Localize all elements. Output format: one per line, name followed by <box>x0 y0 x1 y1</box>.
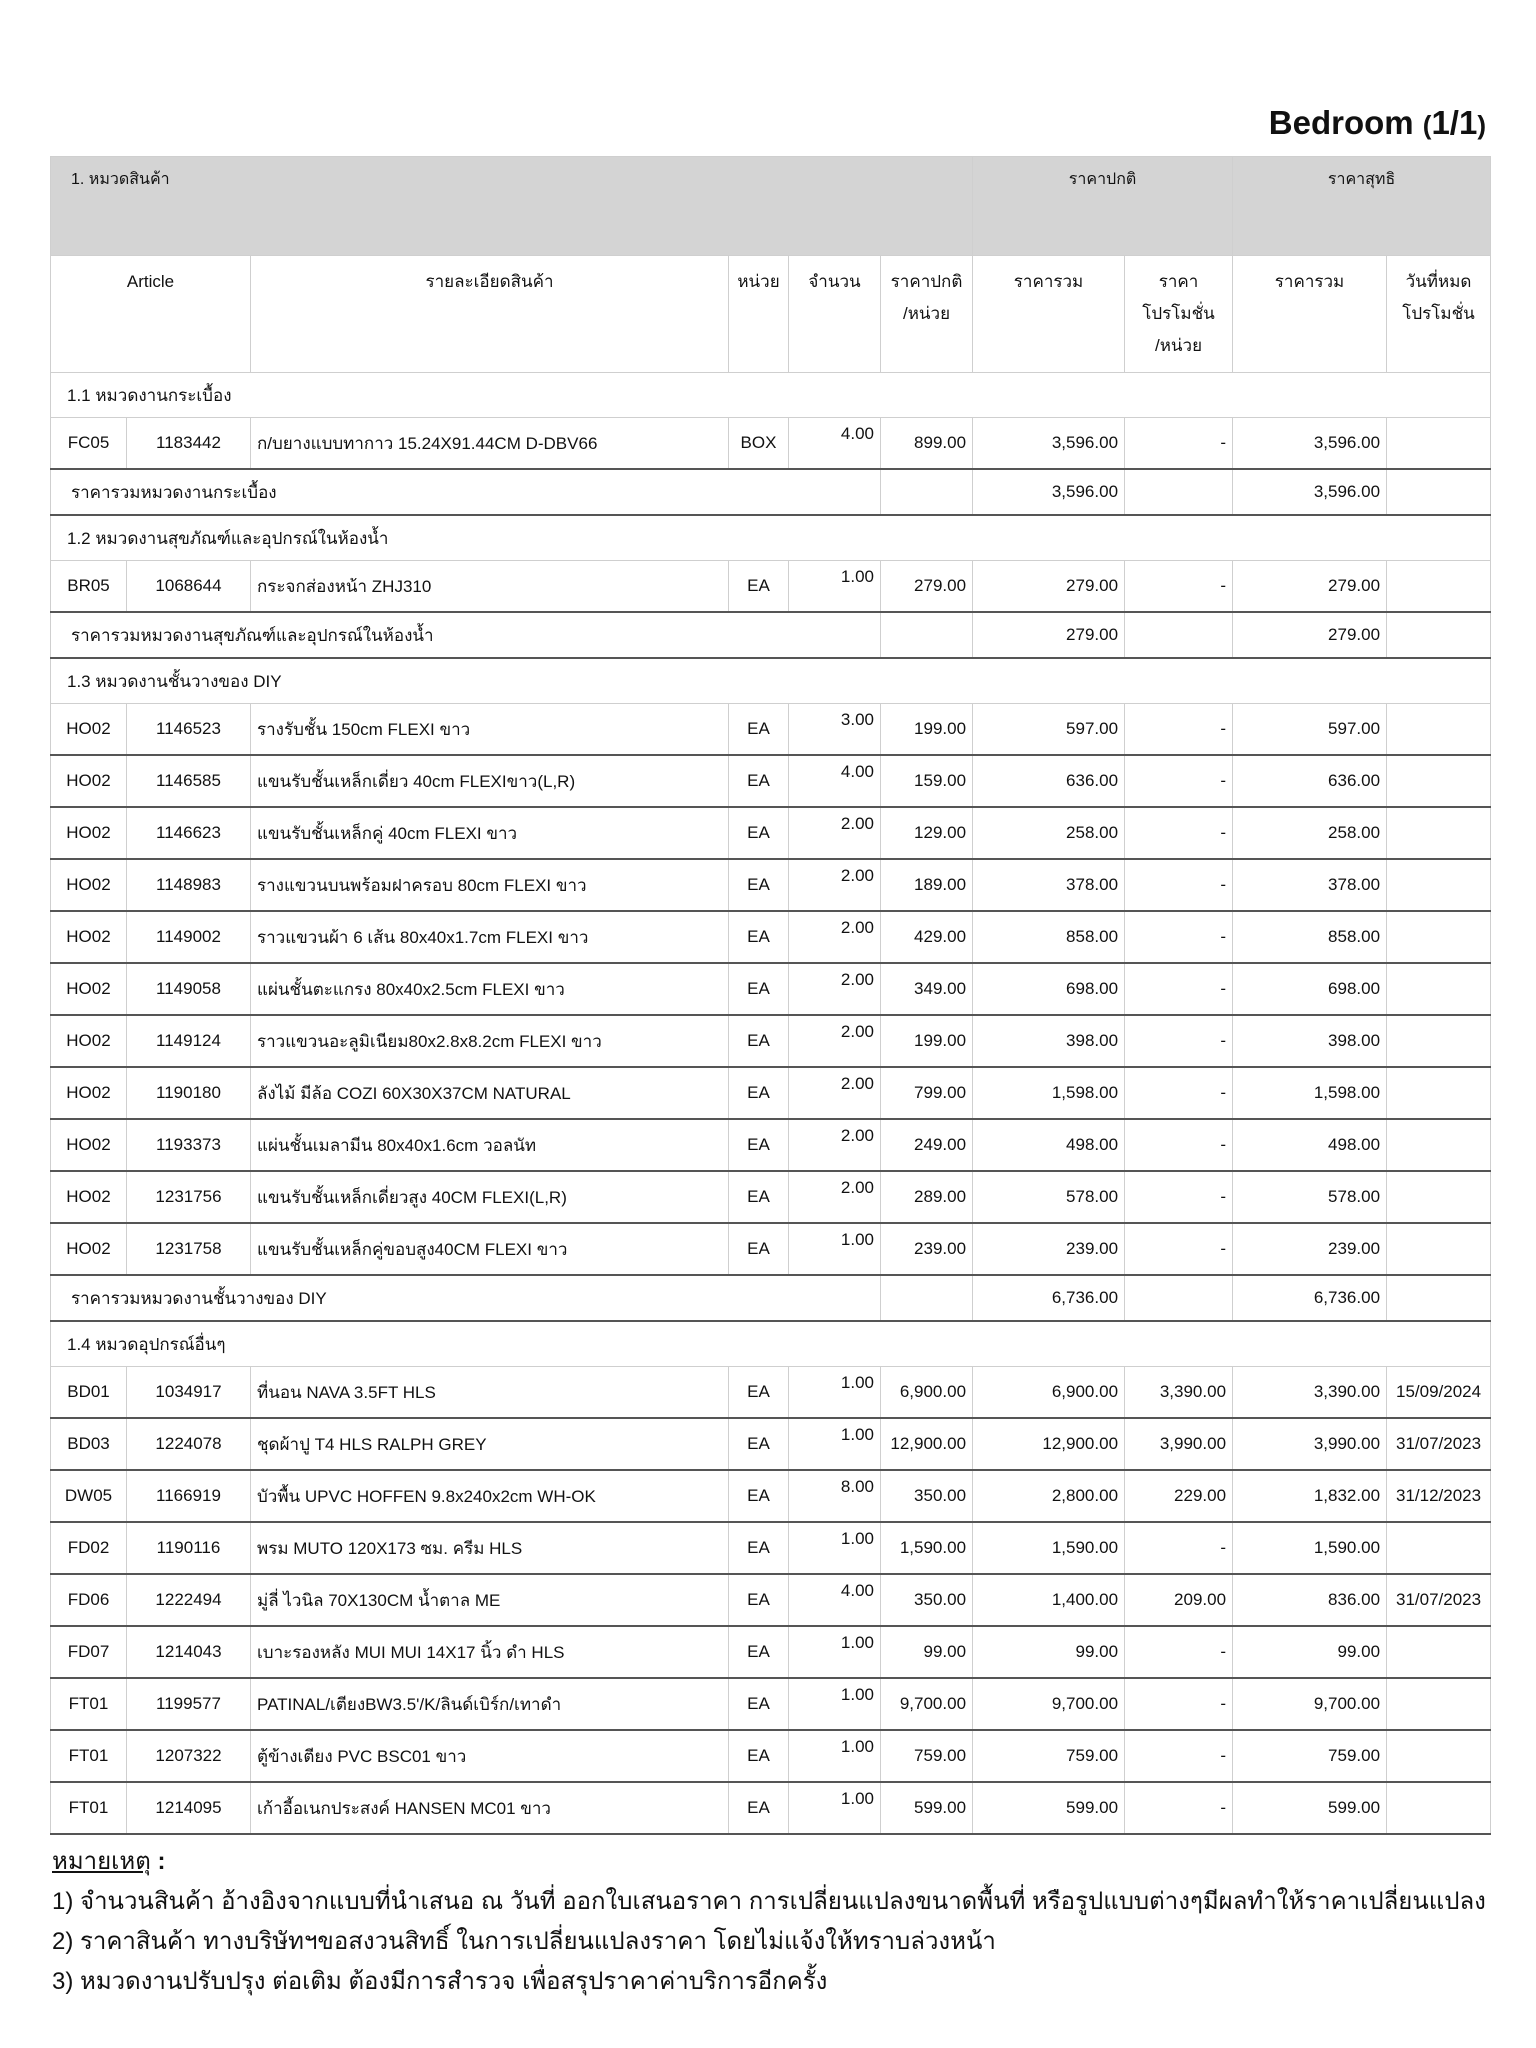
item-promo-expiry: 15/09/2024 <box>1387 1367 1491 1419</box>
item-promo-expiry <box>1387 1626 1491 1678</box>
category-header-row <box>51 157 1491 256</box>
item-unit: EA <box>729 1574 789 1626</box>
item-qty: 1.00 <box>789 1782 881 1834</box>
item-description: รางแขวนบนพร้อมฝาครอบ 80cm FLEXI ขาว <box>251 859 729 911</box>
item-promo-expiry <box>1387 1223 1491 1275</box>
item-code: BD01 <box>51 1367 127 1419</box>
item-article: 1149124 <box>127 1015 251 1067</box>
item-unit: EA <box>729 755 789 807</box>
item-unit-price: 899.00 <box>881 418 973 470</box>
item-description: บัวพื้น UPVC HOFFEN 9.8x240x2cm WH-OK <box>251 1470 729 1522</box>
item-total: 398.00 <box>973 1015 1125 1067</box>
item-code: FD07 <box>51 1626 127 1678</box>
item-net-total: 1,590.00 <box>1233 1522 1387 1574</box>
item-unit: EA <box>729 1067 789 1119</box>
item-description: แขนรับชั้นเหล็กเดี่ยวสูง 40CM FLEXI(L,R) <box>251 1171 729 1223</box>
item-net-total: 9,700.00 <box>1233 1678 1387 1730</box>
item-unit: EA <box>729 1522 789 1574</box>
note-line: 1) จำนวนสินค้า อ้างอิงจากแบบที่นำเสนอ ณ วันที่ ออกใบเสนอราคา การเปลี่ยนแปลงขนาดพื้นที่ หรือรูปแบบต่างๆมีผลทำให้ราคาเปลี่ยนแปลง <box>52 1888 1486 1915</box>
item-description: พรม MUTO 120X173 ซม. ครีม HLS <box>251 1522 729 1574</box>
item-description: แขนรับชั้นเหล็กเดี่ยว 40cm FLEXIขาว(L,R) <box>251 755 729 807</box>
item-article: 1068644 <box>127 561 251 613</box>
item-unit-price: 199.00 <box>881 704 973 756</box>
item-promo-price: - <box>1125 1067 1233 1119</box>
item-unit: EA <box>729 1626 789 1678</box>
normal-price-header: ราคาปกติ <box>973 157 1233 256</box>
item-promo-price: - <box>1125 911 1233 963</box>
item-description: ก/บยางแบบทากาว 15.24X91.44CM D-DBV66 <box>251 418 729 470</box>
item-promo-expiry <box>1387 1119 1491 1171</box>
item-net-total: 1,832.00 <box>1233 1470 1387 1522</box>
subtotal-label: ราคารวมหมวดงานกระเบื้อง <box>51 469 881 515</box>
item-code: HO02 <box>51 1223 127 1275</box>
item-article: 1193373 <box>127 1119 251 1171</box>
item-promo-price: - <box>1125 418 1233 470</box>
item-qty: 2.00 <box>789 1119 881 1171</box>
item-total: 279.00 <box>973 561 1125 613</box>
item-code: HO02 <box>51 963 127 1015</box>
item-article: 1190180 <box>127 1067 251 1119</box>
table-row <box>51 704 1491 756</box>
empty-cell <box>1387 1275 1491 1321</box>
item-net-total: 858.00 <box>1233 911 1387 963</box>
empty-cell <box>1125 469 1233 515</box>
item-net-total: 578.00 <box>1233 1171 1387 1223</box>
item-qty: 2.00 <box>789 859 881 911</box>
item-unit: EA <box>729 1782 789 1834</box>
subtotal-row <box>51 469 1491 515</box>
item-article: 1214043 <box>127 1626 251 1678</box>
net-price-header: ราคาสุทธิ <box>1233 157 1491 256</box>
item-total: 3,596.00 <box>973 418 1125 470</box>
item-total: 378.00 <box>973 859 1125 911</box>
item-code: BD03 <box>51 1418 127 1470</box>
table-row <box>51 963 1491 1015</box>
item-code: DW05 <box>51 1470 127 1522</box>
item-unit-price: 189.00 <box>881 859 973 911</box>
item-unit-price: 289.00 <box>881 1171 973 1223</box>
table-row <box>51 1522 1491 1574</box>
item-total: 2,800.00 <box>973 1470 1125 1522</box>
item-code: HO02 <box>51 755 127 807</box>
item-net-total: 279.00 <box>1233 561 1387 613</box>
group-name: 1.4 หมวดอุปกรณ์อื่นๆ <box>51 1321 1491 1367</box>
group-header-row <box>51 658 1491 704</box>
subtotal-label: ราคารวมหมวดงานสุขภัณฑ์และอุปกรณ์ในห้องน้ำ <box>51 612 881 658</box>
item-qty: 2.00 <box>789 963 881 1015</box>
item-article: 1148983 <box>127 859 251 911</box>
item-unit: EA <box>729 1730 789 1782</box>
item-qty: 4.00 <box>789 418 881 470</box>
item-total: 6,900.00 <box>973 1367 1125 1419</box>
item-net-total: 3,596.00 <box>1233 418 1387 470</box>
item-article: 1166919 <box>127 1470 251 1522</box>
item-article: 1146523 <box>127 704 251 756</box>
item-total: 9,700.00 <box>973 1678 1125 1730</box>
table-row <box>51 1119 1491 1171</box>
item-unit: EA <box>729 1418 789 1470</box>
item-unit: EA <box>729 911 789 963</box>
item-total: 599.00 <box>973 1782 1125 1834</box>
item-unit: EA <box>729 859 789 911</box>
item-code: FD06 <box>51 1574 127 1626</box>
item-unit-price: 12,900.00 <box>881 1418 973 1470</box>
item-net-total: 498.00 <box>1233 1119 1387 1171</box>
col-unit-price: ราคาปกติ /หน่วย <box>881 256 973 373</box>
subtotal-net-value: 6,736.00 <box>1233 1275 1387 1321</box>
item-code: FT01 <box>51 1678 127 1730</box>
item-article: 1199577 <box>127 1678 251 1730</box>
table-row <box>51 561 1491 613</box>
table-row <box>51 1367 1491 1419</box>
item-unit: EA <box>729 1015 789 1067</box>
table-row <box>51 1223 1491 1275</box>
item-promo-price: - <box>1125 1119 1233 1171</box>
table-row <box>51 807 1491 859</box>
item-promo-expiry: 31/12/2023 <box>1387 1470 1491 1522</box>
subtotal-net-value: 3,596.00 <box>1233 469 1387 515</box>
item-qty: 8.00 <box>789 1470 881 1522</box>
item-net-total: 99.00 <box>1233 1626 1387 1678</box>
item-total: 759.00 <box>973 1730 1125 1782</box>
quotation-table <box>50 156 1491 1835</box>
item-promo-expiry <box>1387 1522 1491 1574</box>
item-article: 1207322 <box>127 1730 251 1782</box>
subtotal-label: ราคารวมหมวดงานชั้นวางของ DIY <box>51 1275 881 1321</box>
group-header-row <box>51 373 1491 418</box>
column-header-row <box>51 256 1491 373</box>
group-name: 1.2 หมวดงานสุขภัณฑ์และอุปกรณ์ในห้องน้ำ <box>51 515 1491 561</box>
item-total: 636.00 <box>973 755 1125 807</box>
item-article: 1222494 <box>127 1574 251 1626</box>
item-description: กระจกส่องหน้า ZHJ310 <box>251 561 729 613</box>
item-qty: 3.00 <box>789 704 881 756</box>
item-article: 1149002 <box>127 911 251 963</box>
item-qty: 1.00 <box>789 1678 881 1730</box>
item-article: 1224078 <box>127 1418 251 1470</box>
empty-cell <box>1125 1275 1233 1321</box>
item-promo-price: 229.00 <box>1125 1470 1233 1522</box>
item-qty: 4.00 <box>789 755 881 807</box>
item-promo-expiry: 31/07/2023 <box>1387 1574 1491 1626</box>
table-row <box>51 1171 1491 1223</box>
item-total: 1,598.00 <box>973 1067 1125 1119</box>
item-promo-price: - <box>1125 1015 1233 1067</box>
item-promo-expiry <box>1387 755 1491 807</box>
group-name: 1.1 หมวดงานกระเบื้อง <box>51 373 1491 418</box>
item-promo-expiry <box>1387 807 1491 859</box>
item-description: ราวแขวนอะลูมิเนียม80x2.8x8.2cm FLEXI ขาว <box>251 1015 729 1067</box>
item-promo-price: - <box>1125 1522 1233 1574</box>
category-label: 1. หมวดสินค้า <box>51 157 973 256</box>
item-unit-price: 249.00 <box>881 1119 973 1171</box>
item-code: FD02 <box>51 1522 127 1574</box>
item-unit-price: 799.00 <box>881 1067 973 1119</box>
item-unit: BOX <box>729 418 789 470</box>
item-net-total: 698.00 <box>1233 963 1387 1015</box>
table-row <box>51 1470 1491 1522</box>
table-row <box>51 1574 1491 1626</box>
item-code: BR05 <box>51 561 127 613</box>
table-row <box>51 418 1491 470</box>
item-unit-price: 159.00 <box>881 755 973 807</box>
item-promo-expiry <box>1387 911 1491 963</box>
item-total: 698.00 <box>973 963 1125 1015</box>
empty-cell <box>881 612 973 658</box>
item-description: PATINAL/เตียงBW3.5'/K/ลินด์เบิร์ก/เทาดำ <box>251 1678 729 1730</box>
item-description: ตู้ข้างเตียง PVC BSC01 ขาว <box>251 1730 729 1782</box>
item-unit: EA <box>729 1367 789 1419</box>
item-code: HO02 <box>51 807 127 859</box>
page-indicator: 1/1 <box>1431 104 1478 141</box>
item-promo-expiry <box>1387 1015 1491 1067</box>
item-promo-price: - <box>1125 1626 1233 1678</box>
item-total: 498.00 <box>973 1119 1125 1171</box>
item-total: 858.00 <box>973 911 1125 963</box>
item-promo-price: - <box>1125 963 1233 1015</box>
item-qty: 1.00 <box>789 1730 881 1782</box>
item-code: HO02 <box>51 1015 127 1067</box>
group-name: 1.3 หมวดงานชั้นวางของ DIY <box>51 658 1491 704</box>
table-row <box>51 1678 1491 1730</box>
item-qty: 4.00 <box>789 1574 881 1626</box>
item-promo-price: 209.00 <box>1125 1574 1233 1626</box>
item-net-total: 1,598.00 <box>1233 1067 1387 1119</box>
item-net-total: 599.00 <box>1233 1782 1387 1834</box>
note-line: 2) ราคาสินค้า ทางบริษัทฯขอสงวนสิทธิ์ ในการเปลี่ยนแปลงราคา โดยไม่แจ้งให้ทราบล่วงหน้า <box>52 1928 996 1955</box>
item-promo-expiry <box>1387 704 1491 756</box>
item-article: 1214095 <box>127 1782 251 1834</box>
item-promo-expiry <box>1387 1067 1491 1119</box>
item-qty: 2.00 <box>789 807 881 859</box>
item-description: แผ่นชั้นตะแกรง 80x40x2.5cm FLEXI ขาว <box>251 963 729 1015</box>
item-unit: EA <box>729 1119 789 1171</box>
item-qty: 2.00 <box>789 1067 881 1119</box>
item-qty: 1.00 <box>789 1367 881 1419</box>
col-unit: หน่วย <box>729 256 789 373</box>
item-article: 1231756 <box>127 1171 251 1223</box>
item-unit: EA <box>729 1678 789 1730</box>
item-promo-price: - <box>1125 1171 1233 1223</box>
item-code: HO02 <box>51 859 127 911</box>
item-promo-price: - <box>1125 859 1233 911</box>
table-row <box>51 1067 1491 1119</box>
item-code: FC05 <box>51 418 127 470</box>
page-title: Bedroom (1/1) <box>1268 104 1486 141</box>
item-article: 1149058 <box>127 963 251 1015</box>
item-qty: 1.00 <box>789 561 881 613</box>
subtotal-row <box>51 612 1491 658</box>
item-unit-price: 350.00 <box>881 1574 973 1626</box>
item-description: แผ่นชั้นเมลามีน 80x40x1.6cm วอลนัท <box>251 1119 729 1171</box>
item-code: HO02 <box>51 911 127 963</box>
item-unit-price: 6,900.00 <box>881 1367 973 1419</box>
col-promo-expiry: วันที่หมด โปรโมชั่น <box>1387 256 1491 373</box>
item-promo-expiry <box>1387 1782 1491 1834</box>
table-row <box>51 1730 1491 1782</box>
col-net-total: ราคารวม <box>1233 256 1387 373</box>
item-promo-expiry <box>1387 418 1491 470</box>
item-unit-price: 1,590.00 <box>881 1522 973 1574</box>
empty-cell <box>881 469 973 515</box>
group-header-row <box>51 1321 1491 1367</box>
item-description: ที่นอน NAVA 3.5FT HLS <box>251 1367 729 1419</box>
item-qty: 2.00 <box>789 1171 881 1223</box>
item-unit-price: 99.00 <box>881 1626 973 1678</box>
item-unit: EA <box>729 1470 789 1522</box>
item-total: 239.00 <box>973 1223 1125 1275</box>
item-description: รางรับชั้น 150cm FLEXI ขาว <box>251 704 729 756</box>
item-unit: EA <box>729 1223 789 1275</box>
item-description: เก้าอี้อเนกประสงค์ HANSEN MC01 ขาว <box>251 1782 729 1834</box>
item-net-total: 258.00 <box>1233 807 1387 859</box>
subtotal-value: 3,596.00 <box>973 469 1125 515</box>
item-unit-price: 279.00 <box>881 561 973 613</box>
item-net-total: 398.00 <box>1233 1015 1387 1067</box>
col-qty: จำนวน <box>789 256 881 373</box>
item-total: 597.00 <box>973 704 1125 756</box>
table-row <box>51 1626 1491 1678</box>
item-code: HO02 <box>51 1067 127 1119</box>
item-qty: 1.00 <box>789 1522 881 1574</box>
item-description: แขนรับชั้นเหล็กคู่ขอบสูง40CM FLEXI ขาว <box>251 1223 729 1275</box>
col-promo-price: ราคา โปรโมชั่น /หน่วย <box>1125 256 1233 373</box>
item-description: เบาะรองหลัง MUI MUI 14X17 นิ้ว ดำ HLS <box>251 1626 729 1678</box>
item-unit: EA <box>729 561 789 613</box>
table-row <box>51 1782 1491 1834</box>
item-article: 1146623 <box>127 807 251 859</box>
item-total: 258.00 <box>973 807 1125 859</box>
item-unit-price: 199.00 <box>881 1015 973 1067</box>
item-total: 1,400.00 <box>973 1574 1125 1626</box>
item-total: 99.00 <box>973 1626 1125 1678</box>
item-code: HO02 <box>51 1171 127 1223</box>
item-promo-expiry <box>1387 1171 1491 1223</box>
item-article: 1183442 <box>127 418 251 470</box>
item-article: 1190116 <box>127 1522 251 1574</box>
empty-cell <box>1387 469 1491 515</box>
item-unit-price: 349.00 <box>881 963 973 1015</box>
item-promo-price: - <box>1125 1223 1233 1275</box>
item-promo-price: - <box>1125 704 1233 756</box>
table-row <box>51 755 1491 807</box>
item-code: FT01 <box>51 1782 127 1834</box>
item-unit: EA <box>729 704 789 756</box>
table-row <box>51 1418 1491 1470</box>
item-unit: EA <box>729 963 789 1015</box>
item-total: 1,590.00 <box>973 1522 1125 1574</box>
table-row <box>51 1015 1491 1067</box>
item-article: 1231758 <box>127 1223 251 1275</box>
item-net-total: 378.00 <box>1233 859 1387 911</box>
item-description: แขนรับชั้นเหล็กคู่ 40cm FLEXI ขาว <box>251 807 729 859</box>
item-net-total: 3,390.00 <box>1233 1367 1387 1419</box>
item-code: FT01 <box>51 1730 127 1782</box>
table-row <box>51 911 1491 963</box>
item-total: 12,900.00 <box>973 1418 1125 1470</box>
item-net-total: 3,990.00 <box>1233 1418 1387 1470</box>
item-unit-price: 429.00 <box>881 911 973 963</box>
item-promo-price: 3,990.00 <box>1125 1418 1233 1470</box>
item-promo-price: - <box>1125 561 1233 613</box>
subtotal-row <box>51 1275 1491 1321</box>
item-qty: 1.00 <box>789 1223 881 1275</box>
item-code: HO02 <box>51 704 127 756</box>
item-promo-price: - <box>1125 755 1233 807</box>
item-description: ราวแขวนผ้า 6 เส้น 80x40x1.7cm FLEXI ขาว <box>251 911 729 963</box>
item-net-total: 636.00 <box>1233 755 1387 807</box>
item-article: 1146585 <box>127 755 251 807</box>
item-promo-price: - <box>1125 1730 1233 1782</box>
empty-cell <box>1387 612 1491 658</box>
item-unit: EA <box>729 807 789 859</box>
item-net-total: 239.00 <box>1233 1223 1387 1275</box>
item-qty: 1.00 <box>789 1626 881 1678</box>
item-net-total: 597.00 <box>1233 704 1387 756</box>
item-net-total: 759.00 <box>1233 1730 1387 1782</box>
item-description: ชุดผ้าปู T4 HLS RALPH GREY <box>251 1418 729 1470</box>
notes-heading: หมายเหตุ <box>52 1848 151 1875</box>
item-promo-expiry <box>1387 1730 1491 1782</box>
item-unit-price: 239.00 <box>881 1223 973 1275</box>
item-promo-expiry <box>1387 561 1491 613</box>
subtotal-value: 279.00 <box>973 612 1125 658</box>
empty-cell <box>1125 612 1233 658</box>
item-unit-price: 350.00 <box>881 1470 973 1522</box>
col-detail: รายละเอียดสินค้า <box>251 256 729 373</box>
note-line: 3) หมวดงานปรับปรุง ต่อเติม ต้องมีการสำรวจ เพื่อสรุปราคาค่าบริการอีกครั้ง <box>52 1968 828 1995</box>
item-unit: EA <box>729 1171 789 1223</box>
item-promo-expiry <box>1387 859 1491 911</box>
item-promo-price: - <box>1125 1782 1233 1834</box>
item-promo-price: - <box>1125 807 1233 859</box>
subtotal-net-value: 279.00 <box>1233 612 1387 658</box>
notes-section: หมายเหตุ : 1) จำนวนสินค้า อ้างอิงจากแบบที่นำเสนอ ณ วันที่ ออกใบเสนอราคา การเปลี่ยนแปลงขนาดพื้นที่ หรือรูปแบบต่างๆมีผลทำให้ราคาเปลี่ยนแปลง 2) ราคาสินค้า ทางบริษัทฯขอสงวนสิทธิ์ ในการเปลี่ยนแปลงราคา โดยไม่แจ้งให้ทราบล่วงหน้า 3) หมวดงานปรับปรุง ต่อเติม ต้องมีการสำรวจ เพื่อสรุปราคาค่าบริการอีกครั้ง <box>52 1842 1486 2002</box>
item-description: ลังไม้ มีล้อ COZI 60X30X37CM NATURAL <box>251 1067 729 1119</box>
item-promo-expiry: 31/07/2023 <box>1387 1418 1491 1470</box>
item-qty: 2.00 <box>789 1015 881 1067</box>
item-total: 578.00 <box>973 1171 1125 1223</box>
item-promo-price: 3,390.00 <box>1125 1367 1233 1419</box>
item-qty: 1.00 <box>789 1418 881 1470</box>
item-description: มู่ลี่ ไวนิล 70X130CM น้ำตาล ME <box>251 1574 729 1626</box>
item-unit-price: 9,700.00 <box>881 1678 973 1730</box>
col-total: ราคารวม <box>973 256 1125 373</box>
item-promo-expiry <box>1387 1678 1491 1730</box>
table-row <box>51 859 1491 911</box>
col-article: Article <box>51 256 251 373</box>
item-promo-price: - <box>1125 1678 1233 1730</box>
item-net-total: 836.00 <box>1233 1574 1387 1626</box>
item-unit-price: 129.00 <box>881 807 973 859</box>
item-unit-price: 759.00 <box>881 1730 973 1782</box>
subtotal-value: 6,736.00 <box>973 1275 1125 1321</box>
group-header-row <box>51 515 1491 561</box>
item-promo-expiry <box>1387 963 1491 1015</box>
title-text: Bedroom <box>1268 104 1414 141</box>
item-qty: 2.00 <box>789 911 881 963</box>
item-article: 1034917 <box>127 1367 251 1419</box>
item-unit-price: 599.00 <box>881 1782 973 1834</box>
item-code: HO02 <box>51 1119 127 1171</box>
empty-cell <box>881 1275 973 1321</box>
